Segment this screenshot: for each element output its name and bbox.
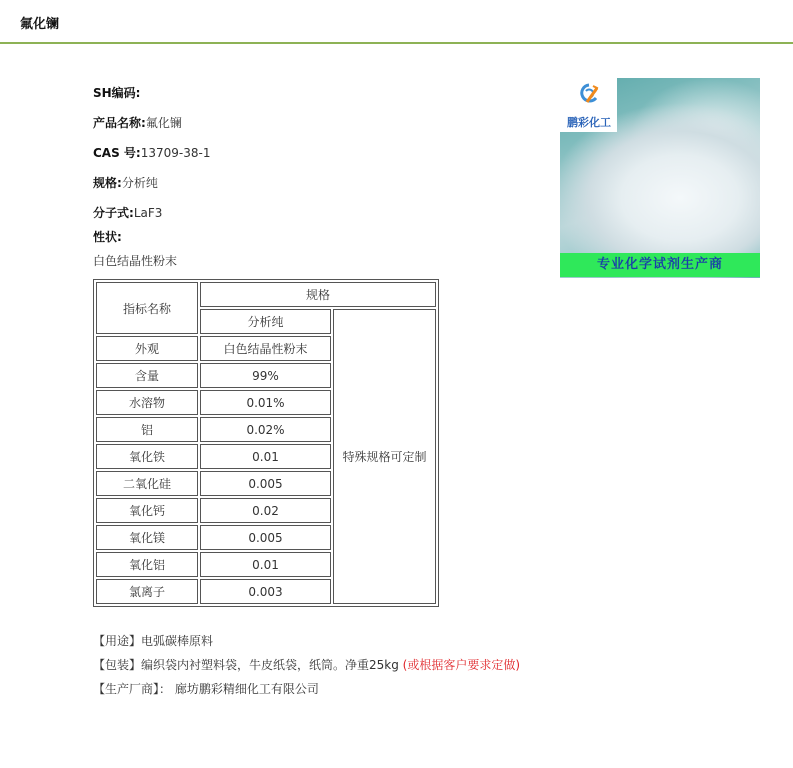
field-value: 13709-38-1	[140, 146, 211, 160]
field-formula	[93, 204, 553, 228]
spec-table	[93, 279, 439, 607]
header-indicator-name: 指标名称	[96, 282, 198, 334]
field-sh-code	[93, 84, 553, 114]
row-value: 0.01%	[200, 390, 331, 415]
row-name: 含量	[96, 363, 198, 388]
logo-icon	[577, 82, 601, 106]
note-manufacturer: 【生产厂商】： 廊坊鹏彩精细化工有限公司	[93, 682, 319, 696]
page-title: 氟化镧	[20, 17, 60, 32]
row-name: 铝	[96, 417, 198, 442]
row-value: 0.02%	[200, 417, 331, 442]
note-usage: 【用途】电弧碳棒原料	[93, 634, 214, 648]
custom-spec-note: 特殊规格可定制	[333, 309, 436, 604]
product-image	[560, 78, 760, 278]
field-properties	[93, 228, 553, 252]
row-value: 白色结晶性粉末	[200, 336, 331, 361]
field-label: SH编码:	[93, 86, 141, 100]
packaging-custom-note: (或根据客户要求定做)	[402, 658, 521, 672]
company-logo	[560, 78, 617, 132]
field-label: 产品名称:	[93, 116, 146, 130]
field-label: 分子式:	[93, 206, 134, 220]
row-value: 0.01	[200, 444, 331, 469]
row-name: 外观	[96, 336, 198, 361]
field-product-name	[93, 114, 553, 144]
row-value: 0.01	[200, 552, 331, 577]
row-name: 氧化镁	[96, 525, 198, 550]
row-value: 0.02	[200, 498, 331, 523]
packaging-text: 【包装】编织袋内衬塑料袋，牛皮纸袋，纸筒。净重25kg	[93, 658, 403, 672]
page-header	[0, 0, 793, 44]
row-value: 0.005	[200, 525, 331, 550]
field-value: 氟化镧	[145, 116, 182, 130]
appearance-text: 白色结晶性粉末	[93, 254, 178, 268]
field-value: LaF3	[133, 206, 163, 220]
row-value: 0.005	[200, 471, 331, 496]
note-packaging	[93, 656, 613, 680]
field-value: 分析纯	[121, 176, 158, 190]
header-grade: 分析纯	[200, 309, 331, 334]
field-label: 规格:	[93, 176, 122, 190]
image-banner: 专业化学试剂生产商	[560, 253, 760, 277]
table-header-row	[96, 282, 436, 307]
field-label: CAS 号:	[93, 146, 141, 160]
product-notes	[93, 632, 613, 704]
field-label: 性状:	[93, 230, 122, 244]
field-grade	[93, 174, 553, 204]
row-value: 0.003	[200, 579, 331, 604]
field-cas	[93, 144, 553, 174]
header-spec: 规格	[200, 282, 436, 307]
row-name: 氯离子	[96, 579, 198, 604]
row-name: 氧化铝	[96, 552, 198, 577]
row-name: 氧化铁	[96, 444, 198, 469]
row-name: 水溶物	[96, 390, 198, 415]
row-value: 99%	[200, 363, 331, 388]
row-name: 二氧化硅	[96, 471, 198, 496]
product-info	[93, 84, 553, 270]
row-name: 氧化钙	[96, 498, 198, 523]
logo-text: 鹏彩化工	[567, 116, 611, 129]
